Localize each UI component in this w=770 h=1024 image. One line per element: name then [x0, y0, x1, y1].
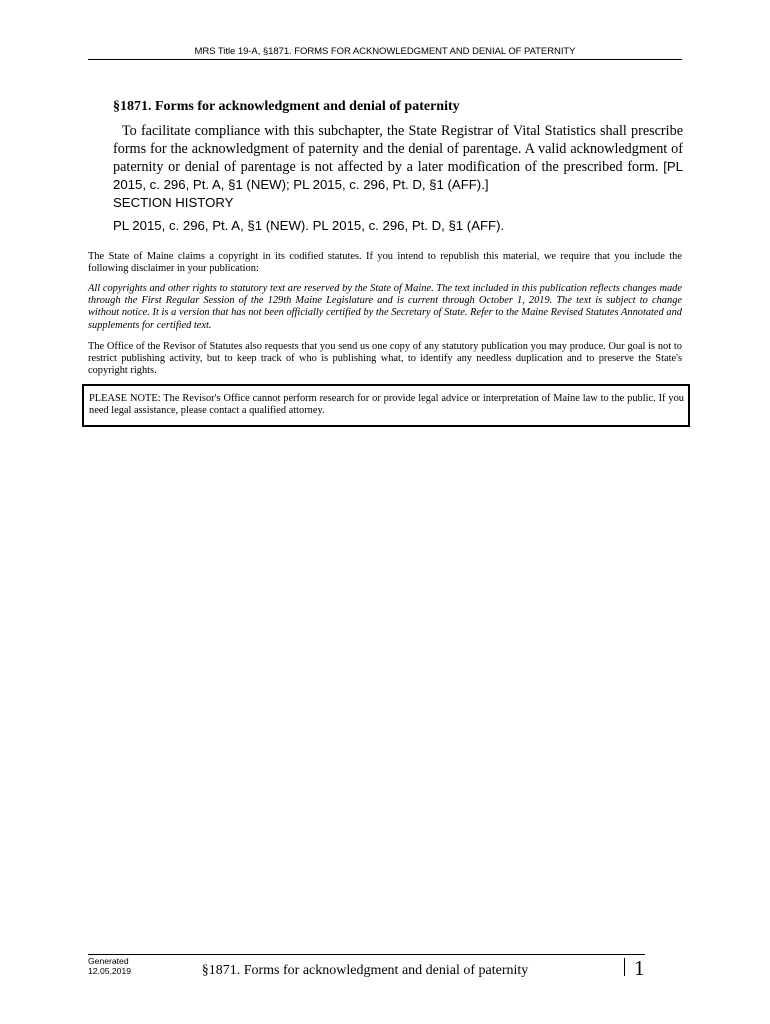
footer-generated-label: Generated [88, 956, 129, 966]
copyright-claim-notice: The State of Maine claims a copyright in its codified statutes. If you intend to republish this material, we require that you include the following disclaimer in your publication: [88, 251, 682, 275]
section-heading: §1871. Forms for acknowledgment and denial of paternity [113, 99, 460, 114]
footer-divider [88, 954, 645, 955]
please-note-box: PLEASE NOTE: The Revisor's Office cannot perform research for or provide legal advice or interpretation of Maine law to the public. If you need legal assistance, please contact a qualified attorney. [82, 384, 690, 427]
copyright-disclaimer: All copyrights and other rights to statutory text are reserved by the State of Maine. The text included in this publication reflects changes made through the First Regular Session of the 129th Maine Legislature and is current through October 1, 2019. The text is subject to change without notice. It is a version that has not been officially certified by the Secretary of State. Refer to the Maine Revised Statutes Annotated and supplements for certified text. [88, 283, 682, 331]
footer-page-separator [624, 958, 625, 976]
section-body [113, 122, 683, 194]
section-citation: [PL 2015, c. 296, Pt. A, §1 (NEW); PL 2015, c. 296, Pt. D, §1 (AFF).] [113, 159, 683, 192]
header-divider [88, 59, 682, 60]
revisor-request-notice: The Office of the Revisor of Statutes also requests that you send us one copy of any statutory publication you may produce. Our goal is not to restrict publishing activity, but to keep track of who is publishing what, to identify any needless duplication and to preserve the State's copyright rights. [88, 341, 682, 377]
section-history-text: PL 2015, c. 296, Pt. A, §1 (NEW). PL 2015, c. 296, Pt. D, §1 (AFF). [113, 218, 505, 233]
section-body-text: To facilitate compliance with this subchapter, the State Registrar of Vital Statistics shall prescribe forms for the acknowledgment of paternity and the denial of parentage. A valid acknowledgment of paternity or denial of parentage is not affected by a later modification of the prescribed form. [113, 123, 683, 175]
section-history-label: SECTION HISTORY [113, 195, 234, 210]
running-header: MRS Title 19-A, §1871. FORMS FOR ACKNOWLEDGMENT AND DENIAL OF PATERNITY [194, 46, 576, 57]
page-number: 1 [634, 956, 645, 980]
footer-generated-date: 12.05.2019 [88, 966, 132, 976]
footer-title: §1871. Forms for acknowledgment and denial of paternity [201, 963, 529, 978]
